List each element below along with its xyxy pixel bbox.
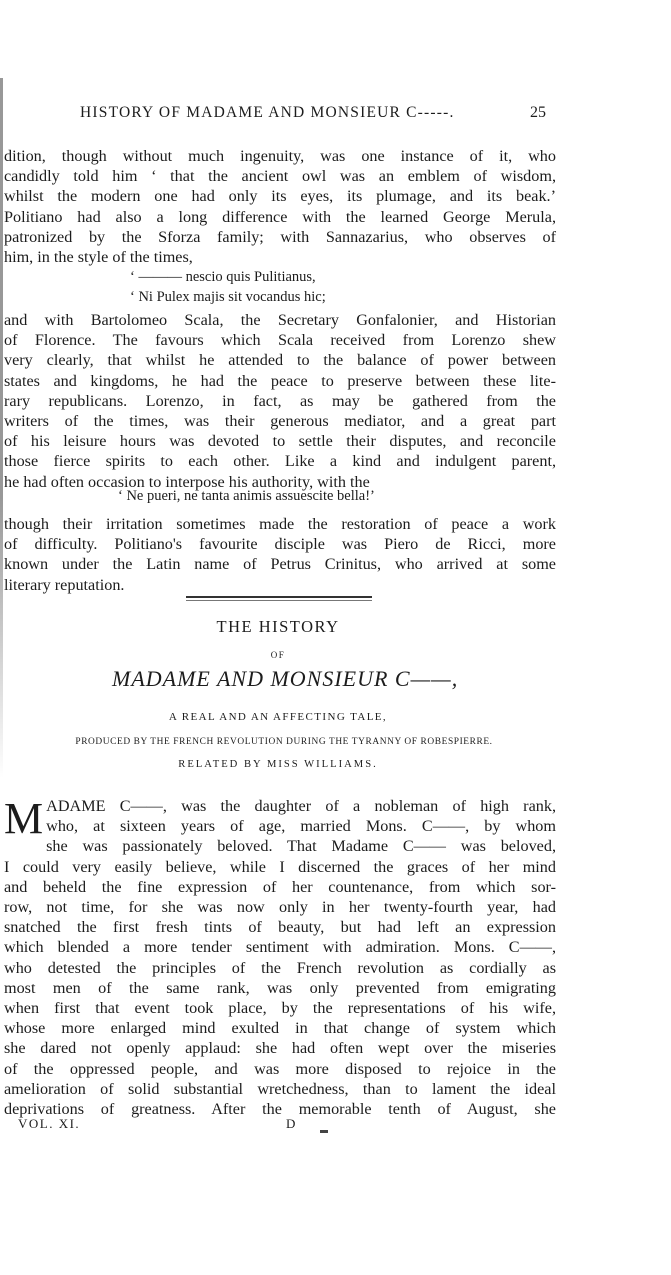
text-line: him, in the style of the times, bbox=[4, 248, 193, 267]
text-line: deprivations of greatness. After the memorable tenth of August, she bbox=[4, 1100, 556, 1119]
paragraph-3 bbox=[4, 514, 556, 595]
text-line: she was passionately beloved. That Madame C—— was beloved, bbox=[46, 837, 556, 856]
text-line: of the oppressed people, and was more disposed to rejoice in the bbox=[4, 1059, 556, 1078]
running-title: HISTORY OF MADAME AND MONSIEUR C-----. bbox=[80, 104, 455, 121]
drop-cap: M bbox=[4, 794, 44, 843]
text-line: when first that event took place, by the representations of his wife, bbox=[4, 999, 556, 1018]
binding-edge-shadow bbox=[0, 78, 3, 778]
text-line: snatched the first fresh tints of beauty, but had left an expression bbox=[4, 918, 556, 937]
text-line: of his leisure hours was devoted to settle their disputes, and reconcile bbox=[4, 432, 556, 451]
verse-quote-line: ‘ Ne pueri, ne tanta animis assuescite bella!’ bbox=[118, 488, 375, 504]
text-line: he had often occasion to interpose his authority, with the bbox=[4, 472, 370, 491]
text-line: those fierce spirits to each other. Like a kind and indulgent parent, bbox=[4, 452, 556, 471]
text-line: who detested the principles of the French revolution as cordially as bbox=[4, 958, 556, 977]
paragraph-1 bbox=[4, 146, 556, 267]
text-line: candidly told him ‘ that the ancient owl was an emblem of wisdom, bbox=[4, 167, 556, 186]
volume-marker: VOL. XI. bbox=[18, 1116, 81, 1131]
page-number: 25 bbox=[530, 104, 546, 121]
text-line: known under the Latin name of Petrus Crinitus, who arrived at some bbox=[4, 555, 556, 574]
story-body bbox=[4, 796, 556, 1119]
section-divider bbox=[186, 596, 372, 598]
text-line: of difficulty. Politiano's favourite disciple was Piero de Ricci, more bbox=[4, 535, 556, 554]
text-line: and beheld the fine expression of her countenance, from which sor- bbox=[4, 877, 556, 896]
text-line: and with Bartolomeo Scala, the Secretary Gonfalonier, and Historian bbox=[4, 311, 556, 329]
text-line: ADAME C——, was the daughter of a nobleman of high rank, bbox=[46, 797, 556, 815]
paragraph-2 bbox=[4, 310, 556, 492]
text-line: writers of the times, was their generous mediator, and a great part bbox=[4, 412, 556, 431]
text-line: of Florence. The favours which Scala received from Lorenzo shew bbox=[4, 331, 556, 350]
text-line: patronized by the Sforza family; with Sannazarius, who observes of bbox=[4, 227, 556, 246]
signature-mark: D bbox=[286, 1116, 296, 1131]
section-title: THE HISTORY bbox=[216, 617, 340, 636]
text-line: amelioration of solid substantial wretchedness, than to lament the ideal bbox=[4, 1079, 556, 1098]
text-line: rary republicans. Lorenzo, in fact, as may be gathered from the bbox=[4, 391, 556, 410]
text-line: whilst the modern one had only its eyes, its plumage, and its beak.’ bbox=[4, 187, 556, 206]
text-line: states and kingdoms, he had the peace to preserve between these lite- bbox=[4, 371, 556, 390]
text-line: I could very easily believe, while I discerned the graces of her mind bbox=[4, 857, 556, 876]
text-line: which blended a more tender sentiment with admiration. Mons. C——, bbox=[4, 938, 556, 957]
text-line: Politiano had also a long difference with the learned George Merula, bbox=[4, 207, 556, 226]
text-line: most men of the same rank, was only prevented from emigrating bbox=[4, 978, 556, 997]
title-connector: OF bbox=[270, 650, 286, 660]
text-line: row, not time, for she was now only in her twenty-fourth year, had bbox=[4, 898, 556, 917]
text-line: who, at sixteen years of age, married Mons. C——, by whom bbox=[46, 817, 556, 836]
text-line: literary reputation. bbox=[4, 575, 125, 594]
text-line: though their irritation sometimes made the restoration of peace a work bbox=[4, 515, 556, 533]
article-subtitle: A REAL AND AN AFFECTING TALE, bbox=[168, 711, 388, 723]
article-subtitle-detail: PRODUCED BY THE FRENCH REVOLUTION DURING THE TYRANNY OF ROBESPIERRE. bbox=[75, 737, 493, 747]
verse-quote-line: ‘ ——— nescio quis Pulitianus, bbox=[130, 269, 316, 285]
verse-quote-line: ‘ Ni Pulex majis sit vocandus hic; bbox=[130, 289, 326, 305]
section-divider-thin bbox=[186, 600, 372, 601]
text-line: dition, though without much ingenuity, was one instance of it, who bbox=[4, 147, 556, 165]
article-author-credit: RELATED BY MISS WILLIAMS. bbox=[178, 759, 378, 770]
text-line: whose more enlarged mind exulted in that change of system which bbox=[4, 1019, 556, 1038]
text-line: she dared not openly applaud: she had often wept over the miseries bbox=[4, 1039, 556, 1058]
ink-speck bbox=[320, 1130, 328, 1133]
article-title: MADAME AND MONSIEUR C——, bbox=[112, 666, 459, 691]
text-line: very clearly, that whilst he attended to the balance of power between bbox=[4, 351, 556, 370]
